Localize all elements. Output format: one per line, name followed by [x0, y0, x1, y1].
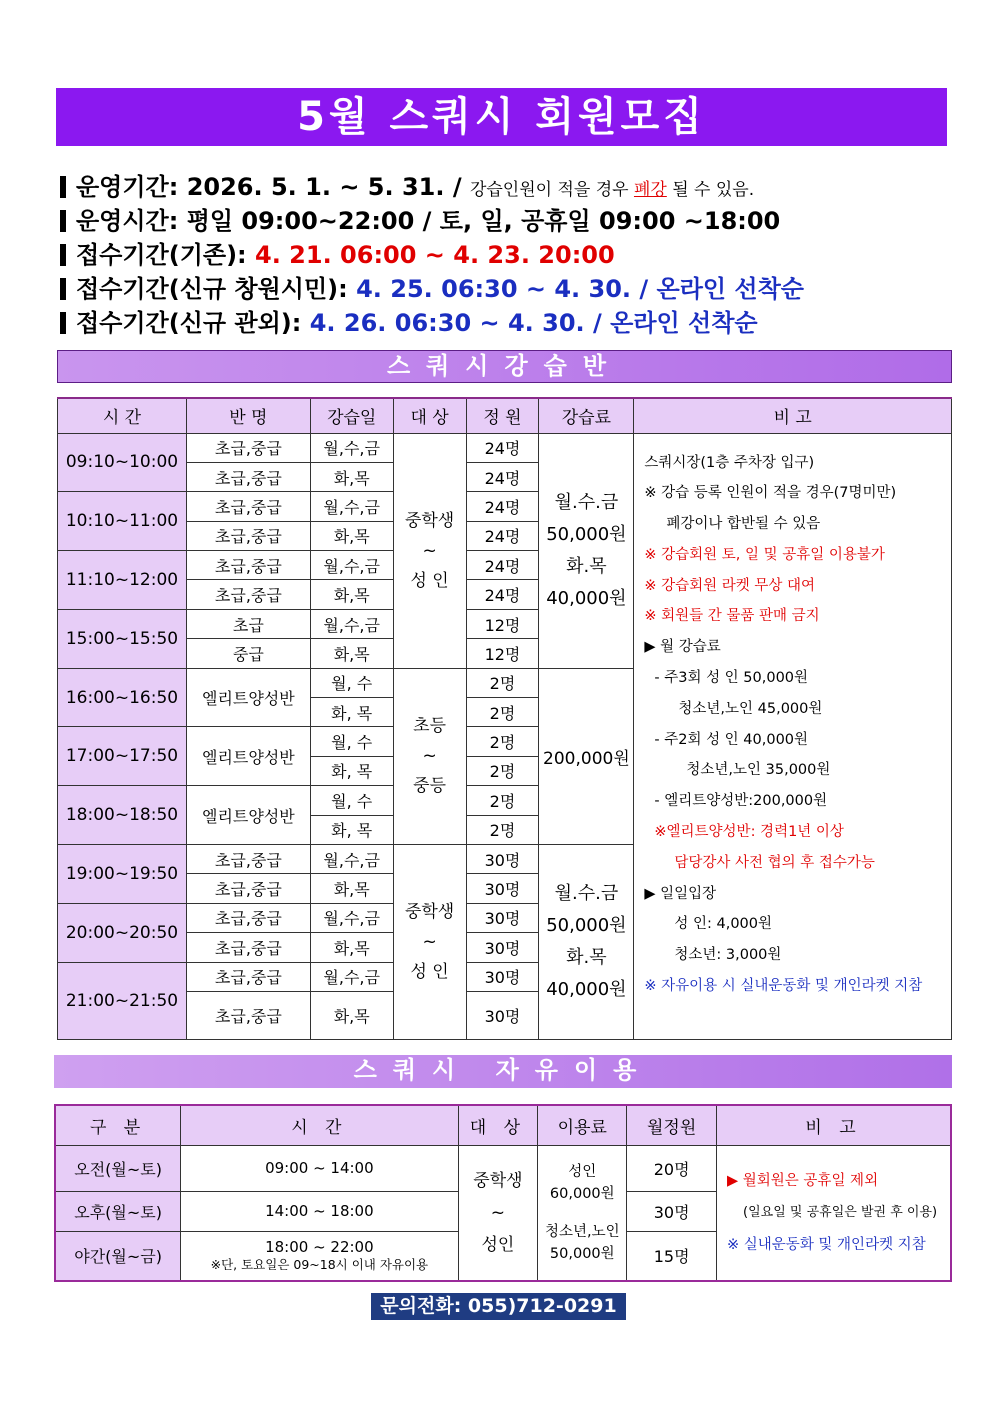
info-operation-period: 운영기간: 2026. 5. 1. ~ 5. 31. / 강습인원이 적을 경우 폐강 될 수 있음. [60, 170, 940, 204]
table-row: 19:00~19:50 초급,중급 월,수,금 중학생 ~ 성 인 30명 월.수.금 50,000원 화.목 40,000원 [58, 844, 952, 873]
table-row: 초급,중급 화,목 24명 [58, 580, 952, 609]
header-class: 반 명 [186, 398, 310, 433]
table-row: 초급,중급 화,목 24명 [58, 462, 952, 491]
contact-phone: 문의전화: 055)712-0291 [371, 1293, 626, 1320]
bullet-mark [60, 244, 66, 266]
fee-cell: 200,000원 [539, 668, 634, 844]
target-cell: 초등 ~ 중등 [393, 668, 466, 844]
header-time: 시 간 [58, 398, 187, 433]
info-registration-new-outside: 접수기간(신규 관외): 4. 26. 06:30 ~ 4. 30. / 온라인 선착순 [60, 306, 940, 340]
table-row: 화, 목 2명 [58, 815, 952, 844]
table-row: 21:00~21:50 초급,중급 월,수,금 30명 [58, 962, 952, 991]
fee-cell: 월.수.금 50,000원 화.목 40,000원 [539, 844, 634, 1039]
table-row: 17:00~17:50 엘리트양성반 월, 수 2명 [58, 727, 952, 756]
table-row: 야간(월~금) 18:00 ~ 22:00 ※단, 토요일은 09~18시 이내 자유이용 15명 [55, 1231, 951, 1281]
table-row: 18:00~18:50 엘리트양성반 월, 수 2명 [58, 786, 952, 815]
target-cell: 중학생 ~ 성 인 [393, 844, 466, 1039]
table-header-row [58, 398, 952, 433]
table-row: 15:00~15:50 초급 월,수,금 12명 [58, 609, 952, 638]
table-row: 초급,중급 화,목 30명 [58, 991, 952, 1039]
free-use-notes: ▶ 월회원은 공휴일 제외 (일요일 및 공휴일은 발권 후 이용) ※ 실내운동화 및 개인라켓 지참 [717, 1145, 951, 1281]
header-notes: 비 고 [634, 398, 952, 433]
header-fee: 강습료 [539, 398, 634, 433]
lesson-notes: 스쿼시장(1층 주차장 입구) ※ 강습 등록 인원이 적을 경우(7명미만) 폐강이나 합반될 수 있음 ※ 강습회원 토, 일 및 공휴일 이용불가 ※ 강습회원 라켓 무상 대여 ※ 회원들 간 물품 판매 금지 ▶ 월 강습료 - 주3회 성 인 50,000원 청소년,노인 45,000원 - 주2회 성 인 40,000원 청소년,노인 35,000원 - 엘리트양성반:200,000원 ※엘리트양성반: 경력1년 이상 담당강사 사전 협의 후 접수가능 ▶ 일일입장 성 인: 4,000원 청소년: 3,000원 ※ 자유이용 시 실내운동화 및 개인라켓 지참 [634, 433, 952, 1039]
info-registration-existing: 접수기간(기존): 4. 21. 06:00 ~ 4. 23. 20:00 [60, 238, 940, 272]
fee-cell: 성인 60,000원 청소년,노인 50,000원 [538, 1145, 627, 1281]
table-row: 화, 목 2명 [58, 698, 952, 727]
header-days: 강습일 [310, 398, 393, 433]
table-row: 20:00~20:50 초급,중급 월,수,금 30명 [58, 903, 952, 932]
info-block [60, 170, 940, 340]
info-registration-new-citizen: 접수기간(신규 창원시민): 4. 25. 06:30 ~ 4. 30. / 온라인 선착순 [60, 272, 940, 306]
table-row: 화, 목 2명 [58, 756, 952, 785]
lesson-table [57, 397, 952, 1040]
bullet-mark [60, 176, 66, 198]
bullet-mark [60, 312, 66, 334]
lesson-section-title: 스쿼시강습반 [57, 350, 952, 383]
table-row: 초급,중급 화,목 30명 [58, 933, 952, 962]
header-capacity: 정 원 [466, 398, 539, 433]
table-row: 10:10~11:00 초급,중급 월,수,금 24명 [58, 492, 952, 521]
table-row: 초급,중급 화,목 30명 [58, 874, 952, 903]
table-row: 09:10~10:00 초급,중급 월,수,금 중학생 ~ 성 인 24명 월.수.금 50,000원 화.목 40,000원 스쿼시장(1층 주차장 입구) ※ 강습 등록 인원이 적을 경우(7명미만) 폐강이나 합반될 수 있음 ※ 강습회원 토, 일 및 공휴일 이용불가 ※ 강습회원 라켓 무상 대여 ※ 회원들 간 물품 판매 금지 ▶ 월 강습료 - 주3회 성 인 50,000원 청소년,노인 45,000원 - 주2회 성 인 40,000원 청소년,노인 35,000원 - 엘리트양성반:200,000원 ※엘리트양성반: 경력1년 이상 담당강사 사전 협의 후 접수가능 ▶ 일일입장 성 인: 4,000원 청소년: 3,000원 ※ 자유이용 시 실내운동화 및 개인라켓 지참 [58, 433, 952, 462]
table-row: 중급 화,목 12명 [58, 639, 952, 668]
table-row: 11:10~12:00 초급,중급 월,수,금 24명 [58, 551, 952, 580]
target-cell: 중학생 ~ 성인 [458, 1145, 538, 1281]
info-operation-hours: 운영시간: 평일 09:00~22:00 / 토, 일, 공휴일 09:00 ~18:00 [60, 204, 940, 238]
table-row: 16:00~16:50 엘리트양성반 월, 수 초등 ~ 중등 2명 200,000원 [58, 668, 952, 697]
table-row: 오후(월~토) 14:00 ~ 18:00 30명 [55, 1191, 951, 1231]
table-row: 초급,중급 화,목 24명 [58, 521, 952, 550]
bullet-mark [60, 210, 66, 232]
table-row: 오전(월~토) 09:00 ~ 14:00 중학생 ~ 성인 성인 60,000원 청소년,노인 50,000원 20명 ▶ 월회원은 공휴일 제외 (일요일 및 공휴일은 발권 후 이용) ※ 실내운동화 및 개인라켓 지참 [55, 1145, 951, 1191]
fee-cell: 월.수.금 50,000원 화.목 40,000원 [539, 433, 634, 668]
target-cell: 중학생 ~ 성 인 [393, 433, 466, 668]
page-title: 5월 스쿼시 회원모집 [56, 88, 947, 146]
bullet-mark [60, 278, 66, 300]
header-target: 대 상 [393, 398, 466, 433]
free-use-table [54, 1104, 952, 1282]
free-use-section-title: 스쿼시 자유이용 [54, 1055, 952, 1088]
table-header-row: 구 분 시 간 대 상 이용료 월정원 비 고 [55, 1105, 951, 1145]
